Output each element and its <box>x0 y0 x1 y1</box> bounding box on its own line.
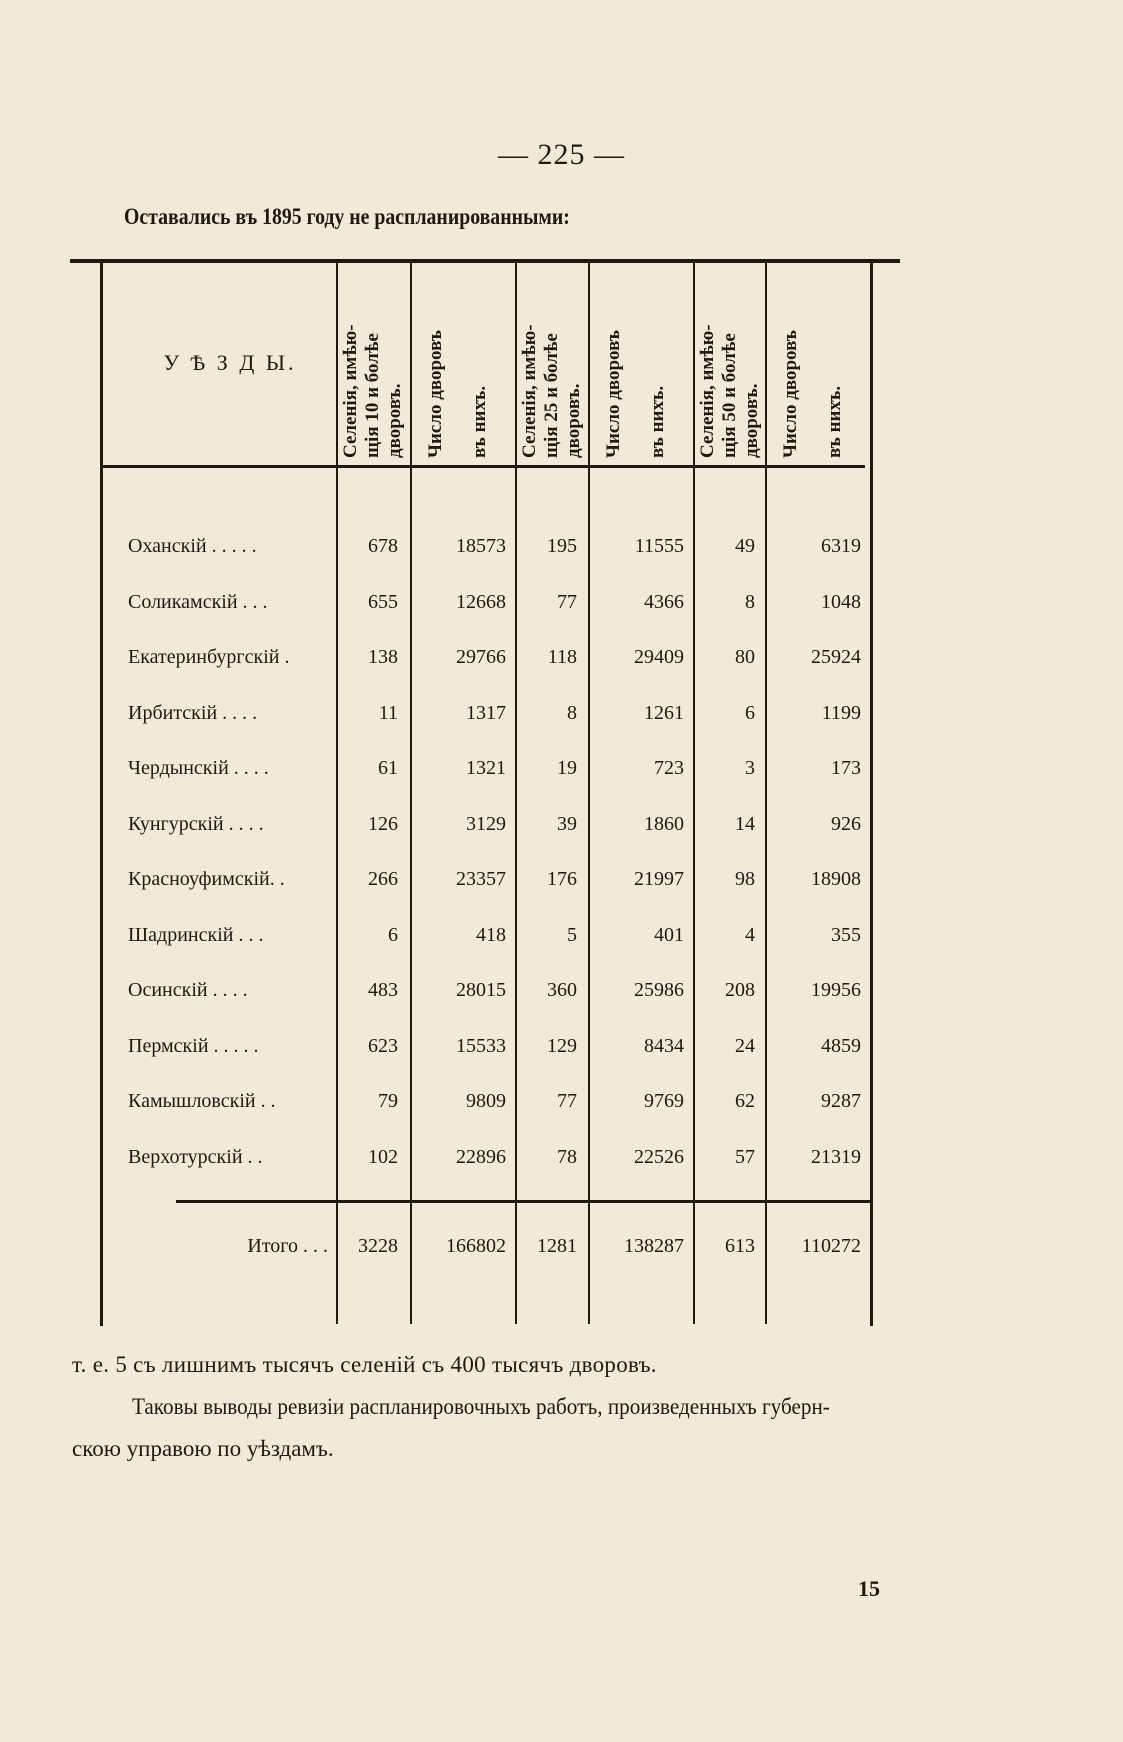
table-cell: 418 <box>476 924 506 946</box>
table-cell: 9769 <box>644 1090 684 1112</box>
row-name: Соликамскій . . . <box>128 591 268 613</box>
table-cell: 102 <box>368 1146 398 1168</box>
table-cell: 1860 <box>644 813 684 835</box>
table-cell: 29766 <box>456 646 506 668</box>
column-header: Селенія, имѣю- щія 50 и болѣе дворовъ. <box>697 324 762 458</box>
table-cell: 62 <box>735 1090 755 1112</box>
total-cell: 138287 <box>624 1235 684 1257</box>
table-cell: 3 <box>745 757 755 779</box>
table-cell: 173 <box>831 757 861 779</box>
table-cell: 926 <box>831 813 861 835</box>
table-cell: 4 <box>745 924 755 946</box>
table-cell: 25986 <box>634 979 684 1001</box>
table-cell: 1048 <box>821 591 861 613</box>
table-cell: 21997 <box>634 868 684 890</box>
footer-line-2: Таковы выводы ревизіи распланировочныхъ работъ, произведенныхъ губерн- <box>132 1394 830 1419</box>
table-cell: 8 <box>567 702 577 724</box>
table-cell: 15533 <box>456 1035 506 1057</box>
table-cell: 22526 <box>634 1146 684 1168</box>
table-cell: 49 <box>735 535 755 557</box>
table-cell: 61 <box>378 757 398 779</box>
table-cell: 57 <box>735 1146 755 1168</box>
row-name: Ирбитскій . . . . <box>128 702 258 724</box>
table-top-rule <box>70 259 900 263</box>
total-label: Итого . . . <box>247 1235 328 1257</box>
row-name: Верхотурскій . . <box>128 1146 263 1168</box>
page-number: — 225 — <box>498 138 625 171</box>
table-cell: 80 <box>735 646 755 668</box>
table-cell: 29409 <box>634 646 684 668</box>
table-right-border <box>870 259 873 1326</box>
total-cell: 110272 <box>801 1235 861 1257</box>
header-uezd: У Ѣ З Д Ы. <box>163 350 297 375</box>
table-cell: 655 <box>368 591 398 613</box>
table-cell: 129 <box>547 1035 577 1057</box>
total-cell: 1281 <box>537 1235 577 1257</box>
row-name: Кунгурскій . . . . <box>128 813 264 835</box>
column-header: Число дворовъ въ нихъ. <box>425 330 490 458</box>
table-cell: 266 <box>368 868 398 890</box>
row-name: Осинскій . . . . <box>128 979 248 1001</box>
table-left-border <box>100 259 103 1326</box>
table-cell: 14 <box>735 813 755 835</box>
table-cell: 5 <box>567 924 577 946</box>
table-cell: 6319 <box>821 535 861 557</box>
table-cell: 39 <box>557 813 577 835</box>
table-cell: 208 <box>725 979 755 1001</box>
table-cell: 9287 <box>821 1090 861 1112</box>
column-header: Селенія, имѣю- щія 25 и болѣе дворовъ. <box>519 324 584 458</box>
table-cell: 12668 <box>456 591 506 613</box>
table-cell: 1261 <box>644 702 684 724</box>
table-cell: 19 <box>557 757 577 779</box>
footer-line-1: т. е. 5 съ лишнимъ тысячъ селеній съ 400 тысячъ дворовъ. <box>72 1352 657 1377</box>
table-cell: 11555 <box>634 535 684 557</box>
row-name: Оханскій . . . . . <box>128 535 257 557</box>
table-cell: 23357 <box>456 868 506 890</box>
total-cell: 3228 <box>358 1235 398 1257</box>
table-cell: 11 <box>378 702 398 724</box>
table-cell: 4859 <box>821 1035 861 1057</box>
table-cell: 360 <box>547 979 577 1001</box>
table-cell: 19956 <box>811 979 861 1001</box>
table-cell: 195 <box>547 535 577 557</box>
table-cell: 355 <box>831 924 861 946</box>
table-cell: 25924 <box>811 646 861 668</box>
table-cell: 723 <box>654 757 684 779</box>
table-cell: 9809 <box>466 1090 506 1112</box>
total-cell: 166802 <box>446 1235 506 1257</box>
table-cell: 483 <box>368 979 398 1001</box>
table-cell: 18908 <box>811 868 861 890</box>
table-cell: 4366 <box>644 591 684 613</box>
table-cell: 126 <box>368 813 398 835</box>
total-cell: 613 <box>725 1235 755 1257</box>
table-cell: 3129 <box>466 813 506 835</box>
table-caption: Оставались въ 1895 году не распланированными: <box>124 204 570 229</box>
table-cell: 401 <box>654 924 684 946</box>
row-name: Красноуфимскій. . <box>128 868 285 890</box>
header-bottom-rule <box>100 465 865 468</box>
table-cell: 1199 <box>821 702 861 724</box>
column-header: Число дворовъ въ нихъ. <box>603 330 668 458</box>
row-name: Камышловскій . . <box>128 1090 276 1112</box>
table-cell: 77 <box>557 591 577 613</box>
table-cell: 176 <box>547 868 577 890</box>
table-cell: 8434 <box>644 1035 684 1057</box>
table-cell: 21319 <box>811 1146 861 1168</box>
table-cell: 98 <box>735 868 755 890</box>
table-cell: 79 <box>378 1090 398 1112</box>
table-cell: 138 <box>368 646 398 668</box>
table-cell: 1317 <box>466 702 506 724</box>
table-cell: 118 <box>547 646 577 668</box>
table-cell: 8 <box>745 591 755 613</box>
table-cell: 18573 <box>456 535 506 557</box>
row-name: Пермскій . . . . . <box>128 1035 259 1057</box>
table-cell: 1321 <box>466 757 506 779</box>
row-name: Чердынскій . . . . <box>128 757 269 779</box>
corner-mark: 15 <box>858 1576 880 1601</box>
table-cell: 28015 <box>456 979 506 1001</box>
table-cell: 77 <box>557 1090 577 1112</box>
row-name: Шадринскій . . . <box>128 924 264 946</box>
table-cell: 6 <box>745 702 755 724</box>
column-header: Число дворовъ въ нихъ. <box>780 330 845 458</box>
table-cell: 78 <box>557 1146 577 1168</box>
table-cell: 623 <box>368 1035 398 1057</box>
column-header: Селенія, имѣю- щія 10 и болѣе дворовъ. <box>340 324 405 458</box>
footer-line-3: скою управою по уѣздамъ. <box>72 1436 334 1461</box>
table-cell: 678 <box>368 535 398 557</box>
table-cell: 22896 <box>456 1146 506 1168</box>
table-cell: 6 <box>388 924 398 946</box>
table-cell: 24 <box>735 1035 755 1057</box>
row-name: Екатеринбургскій . <box>128 646 290 668</box>
